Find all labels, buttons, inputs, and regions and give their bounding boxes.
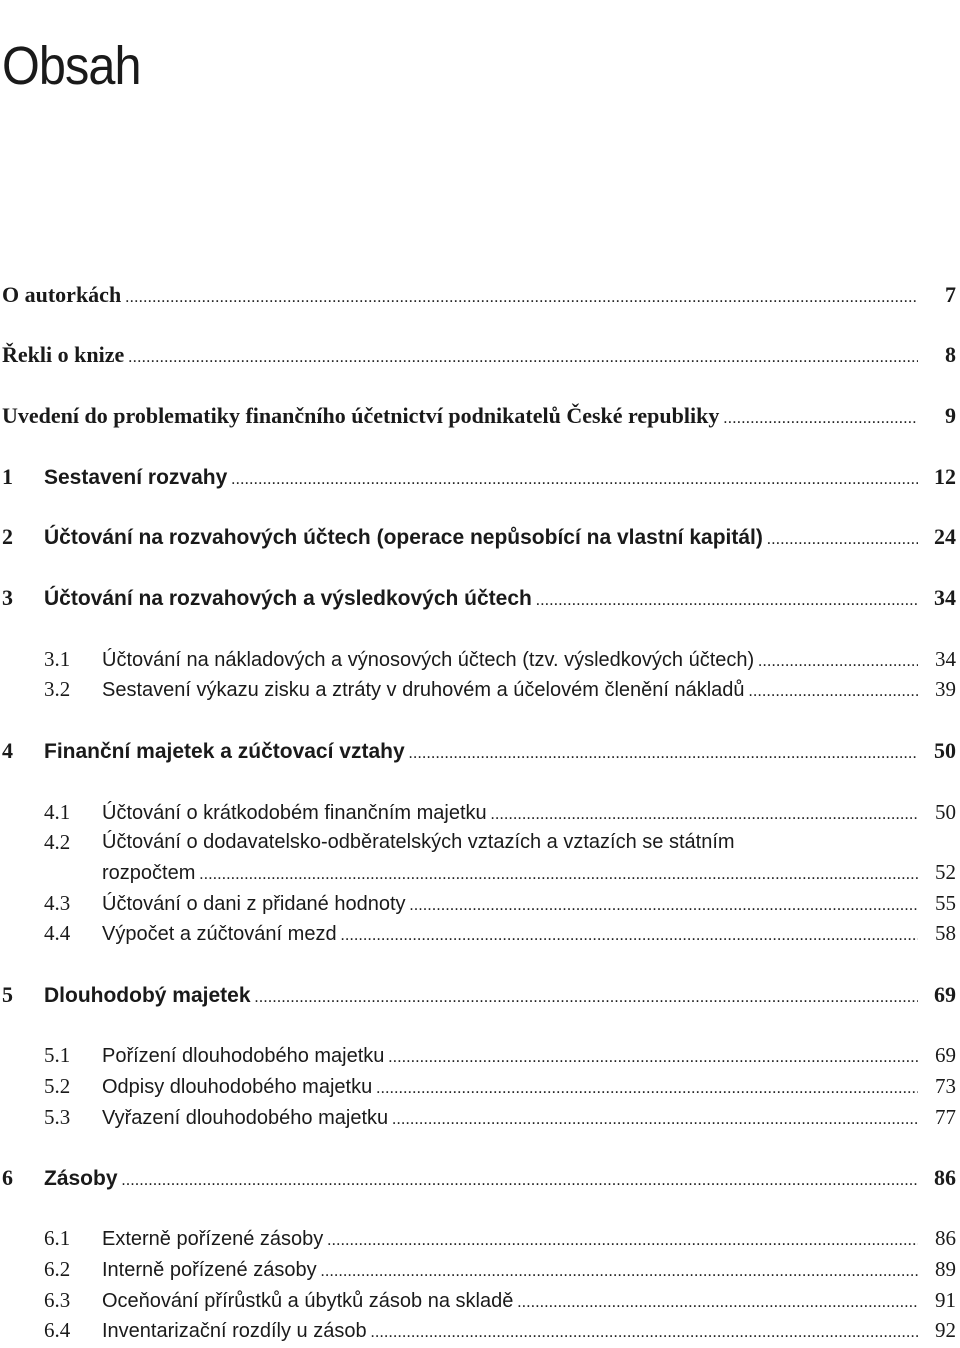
dot-leader <box>536 586 918 616</box>
toc-entry-number: 4.2 <box>44 830 71 854</box>
dot-leader <box>376 1074 918 1104</box>
toc-entry-number: 3 <box>2 585 13 610</box>
toc-entry-number: 6.3 <box>44 1288 71 1312</box>
toc-entry-page-number: 69 <box>934 982 956 1007</box>
toc-entry-number: 6.4 <box>44 1318 71 1342</box>
toc-entry[interactable] <box>0 980 960 1010</box>
toc-entry-title: Účtování o dani z přidané hodnoty <box>102 893 406 915</box>
toc-entry-page-number: 12 <box>934 464 956 489</box>
toc-entry-title: Účtování na rozvahových a výsledkových účtech <box>44 587 532 610</box>
toc-entry-title: rozpočtem <box>102 862 196 884</box>
dot-leader <box>767 525 918 555</box>
toc-entry-title: Odpisy dlouhodobého majetku <box>102 1076 373 1098</box>
toc-entry[interactable] <box>0 1071 960 1101</box>
dot-leader <box>327 1226 918 1256</box>
toc-entry-row <box>102 1285 956 1318</box>
toc-entry[interactable] <box>0 1254 960 1284</box>
toc-entry-page-number: 39 <box>935 677 956 701</box>
toc-entry-page-number: 9 <box>945 403 956 428</box>
toc-entry-row <box>44 980 956 1013</box>
toc-entry-page-number: 91 <box>935 1288 956 1312</box>
toc-entry-number: 3.1 <box>44 647 71 671</box>
toc-entry-number: 4.3 <box>44 891 71 915</box>
toc-entry-title: Řekli o knize <box>2 342 125 367</box>
toc-entry-page-number: 89 <box>935 1257 956 1281</box>
toc-entry-page-number: 92 <box>935 1318 956 1342</box>
toc-entry-row <box>102 644 956 677</box>
toc-entry-number: 5 <box>2 982 13 1007</box>
toc-entry-row <box>102 888 956 921</box>
toc-entry-page-number: 24 <box>934 524 956 549</box>
toc-entry-title: Pořízení dlouhodobého majetku <box>102 1045 385 1067</box>
toc-entry-title: Sestavení výkazu zisku a ztráty v druhovém a účelovém členění nákladů <box>102 679 745 701</box>
toc-entry-title: Účtování na nákladových a výnosových účtech (tzv. výsledkových účtech) <box>102 649 755 671</box>
dot-leader <box>371 1318 918 1348</box>
dot-leader <box>255 983 918 1013</box>
toc-entry-title: Sestavení rozvahy <box>44 466 228 489</box>
toc-entry[interactable] <box>0 827 960 887</box>
toc-entry-number: 5.1 <box>44 1043 71 1067</box>
toc-entry[interactable] <box>0 522 960 552</box>
toc-entry-row <box>44 583 956 616</box>
dot-leader <box>128 343 918 373</box>
toc-entry-title: Výpočet a zúčtování mezd <box>102 923 337 945</box>
toc-entry-page-number: 50 <box>935 800 956 824</box>
toc-entry-number: 3.2 <box>44 677 71 701</box>
dot-leader <box>388 1043 918 1073</box>
toc-entry-row <box>102 797 956 830</box>
toc-entry-page-number: 86 <box>935 1226 956 1250</box>
dot-leader <box>199 860 918 890</box>
toc-entry-page-number: 34 <box>934 585 956 610</box>
toc-entry-page-number: 86 <box>934 1165 956 1190</box>
toc-entry-row <box>44 522 956 555</box>
toc-entry-page-number: 7 <box>945 282 956 307</box>
toc-entry-number: 6.2 <box>44 1257 71 1281</box>
dot-leader <box>723 404 918 434</box>
toc-entry-number: 6 <box>2 1165 13 1190</box>
dot-leader <box>410 891 918 921</box>
toc-entry-row <box>44 1163 956 1196</box>
toc-entry-page-number: 52 <box>935 860 956 884</box>
toc-entry-row <box>102 857 956 890</box>
toc-entry[interactable] <box>0 736 960 766</box>
toc-entry-page-number: 8 <box>945 342 956 367</box>
toc-entry-number: 4.1 <box>44 800 71 824</box>
toc-entry-row <box>44 736 956 769</box>
toc-entry-row <box>2 340 956 373</box>
toc-entry-number: 6.1 <box>44 1226 71 1250</box>
toc-entry-title: Účtování na rozvahových účtech (operace nepůsobící na vlastní kapitál) <box>44 526 763 549</box>
toc-entry[interactable] <box>0 1285 960 1315</box>
toc-entry-row <box>102 1315 956 1348</box>
dot-leader <box>125 283 918 313</box>
toc-entry-number: 5.3 <box>44 1105 71 1129</box>
toc-entry-row <box>102 1254 956 1287</box>
toc-entry-title: Uvedení do problematiky finančního účetnictví podnikatelů České republiky <box>2 403 720 428</box>
toc-entry-row <box>44 462 956 495</box>
toc-entry-page-number: 34 <box>935 647 956 671</box>
toc-entry-row <box>102 1071 956 1104</box>
toc-entry-title: Vyřazení dlouhodobého majetku <box>102 1107 389 1129</box>
toc-entry-page-number: 58 <box>935 921 956 945</box>
toc-entry-page-number: 69 <box>935 1043 956 1067</box>
toc-entry-row <box>102 1102 956 1135</box>
toc-entry[interactable] <box>0 583 960 613</box>
toc-entry[interactable] <box>0 644 960 674</box>
dot-leader <box>392 1105 918 1135</box>
toc-entry-title: O autorkách <box>2 282 122 307</box>
toc-entry-number: 4.4 <box>44 921 71 945</box>
toc-entry-row <box>102 674 956 707</box>
toc-entry[interactable] <box>0 674 960 704</box>
toc-entry[interactable] <box>0 462 960 492</box>
toc-entry-row <box>102 918 956 951</box>
toc-entry-number: 2 <box>2 524 13 549</box>
dot-leader <box>122 1166 918 1196</box>
dot-leader <box>321 1257 918 1287</box>
toc-entry-page-number: 50 <box>934 738 956 763</box>
dot-leader <box>758 647 918 677</box>
toc-entry[interactable] <box>0 1163 960 1193</box>
toc-entry[interactable] <box>0 401 960 431</box>
toc-entry-page-number: 55 <box>935 891 956 915</box>
dot-leader <box>231 465 918 495</box>
toc-entry[interactable] <box>0 340 960 370</box>
toc-entry-title: Dlouhodobý majetek <box>44 984 251 1007</box>
toc-entry[interactable] <box>0 1040 960 1070</box>
toc-entry[interactable] <box>0 888 960 918</box>
toc-entry-row <box>2 280 956 313</box>
toc-entry-title: Externě pořízené zásoby <box>102 1228 324 1250</box>
dot-leader <box>749 677 918 707</box>
toc-entry-title: Oceňování přírůstků a úbytků zásob na skladě <box>102 1290 514 1312</box>
toc-entry-page-number: 73 <box>935 1074 956 1098</box>
toc-entry-title-line: Účtování o dodavatelsko-odběratelských vztazích a vztazích se státním <box>102 831 735 853</box>
toc-entry-title: Zásoby <box>44 1167 118 1190</box>
toc-entry-title: Finanční majetek a zúčtovací vztahy <box>44 740 405 763</box>
toc-entry-number: 1 <box>2 464 13 489</box>
dot-leader <box>341 921 918 951</box>
toc-entry-number: 4 <box>2 738 13 763</box>
toc-entry-title: Interně pořízené zásoby <box>102 1259 317 1281</box>
dot-leader <box>409 739 918 769</box>
page-title: Obsah <box>2 36 141 96</box>
dot-leader <box>491 800 918 830</box>
toc-entry-title: Účtování o krátkodobém finančním majetku <box>102 802 487 824</box>
toc-entry[interactable] <box>0 797 960 827</box>
toc-entry-row <box>102 1223 956 1256</box>
toc-entry[interactable] <box>0 1102 960 1132</box>
toc-entry-row <box>2 401 956 434</box>
toc-entry-number: 5.2 <box>44 1074 71 1098</box>
toc-entry[interactable] <box>0 280 960 310</box>
toc-entry-page-number: 77 <box>935 1105 956 1129</box>
toc-entry[interactable] <box>0 918 960 948</box>
toc-entry-title: Inventarizační rozdíly u zásob <box>102 1320 367 1342</box>
toc-entry[interactable] <box>0 1315 960 1345</box>
dot-leader <box>517 1288 918 1318</box>
toc-entry-row <box>102 1040 956 1073</box>
toc-entry[interactable] <box>0 1223 960 1253</box>
